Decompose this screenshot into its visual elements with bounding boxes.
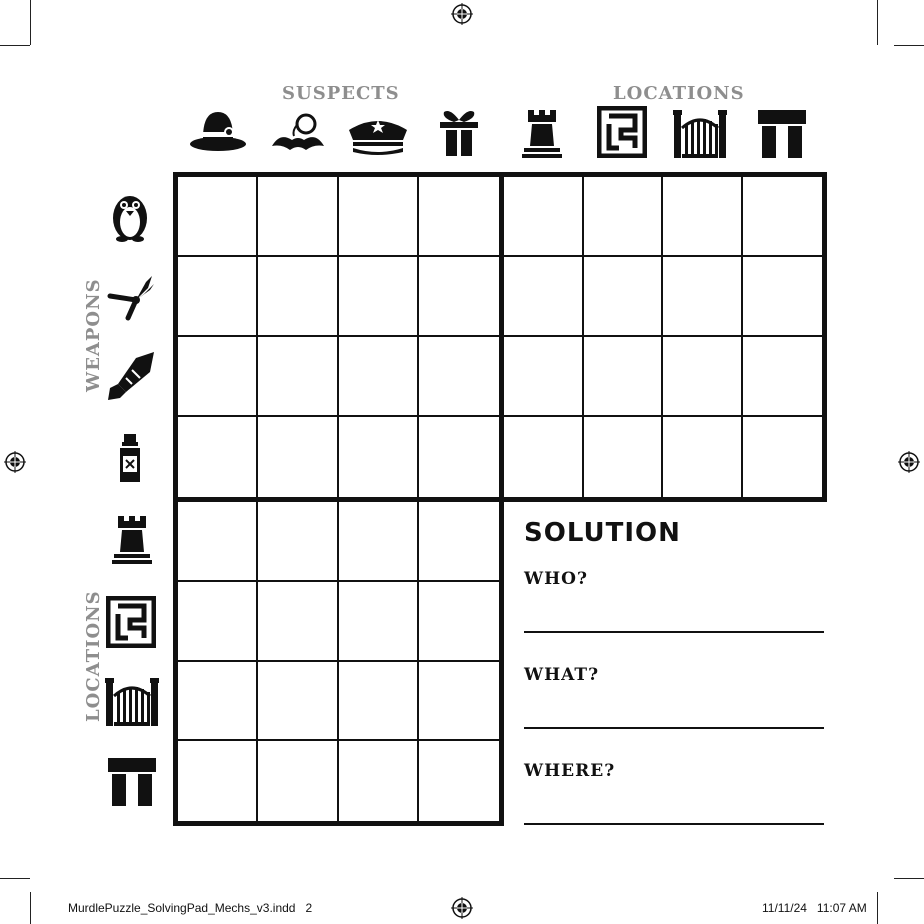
grid-cell[interactable] xyxy=(339,662,419,742)
crop-mark-left-bottom xyxy=(0,878,30,879)
monocle-mustache-icon xyxy=(270,110,326,158)
crop-mark-right-top xyxy=(894,45,924,46)
castle-tower-icon xyxy=(520,106,564,158)
top-hat-icon xyxy=(436,106,482,158)
grid-locations-suspects xyxy=(173,497,504,826)
grid-cell[interactable] xyxy=(339,502,419,582)
grid-cell[interactable] xyxy=(178,257,258,337)
stone-arch-icon xyxy=(108,756,156,806)
registration-mark-top-icon xyxy=(451,3,473,25)
footer-filename: MurdlePuzzle_SolvingPad_Mechs_v3.indd 2 xyxy=(68,901,313,915)
grid-cell[interactable] xyxy=(339,417,419,497)
grid-cell[interactable] xyxy=(743,337,823,417)
stone-arch-icon xyxy=(758,108,806,158)
castle-tower-icon xyxy=(110,512,154,564)
grid-cell[interactable] xyxy=(419,502,499,582)
pliers-icon xyxy=(106,272,156,322)
penguin-icon xyxy=(108,190,152,242)
weapons-side-header: WEAPONS xyxy=(83,278,104,392)
grid-cell[interactable] xyxy=(663,417,743,497)
grid-cell[interactable] xyxy=(419,741,499,821)
grid-cell[interactable] xyxy=(663,177,743,257)
grid-cell[interactable] xyxy=(419,662,499,742)
grid-cell[interactable] xyxy=(258,502,338,582)
grid-cell[interactable] xyxy=(584,337,664,417)
who-answer-line[interactable] xyxy=(524,631,824,633)
grid-cell[interactable] xyxy=(178,337,258,417)
grid-cell[interactable] xyxy=(419,417,499,497)
grid-cell[interactable] xyxy=(584,177,664,257)
grid-cell[interactable] xyxy=(178,662,258,742)
grid-cell[interactable] xyxy=(663,257,743,337)
grid-cell[interactable] xyxy=(419,257,499,337)
poison-bottle-icon xyxy=(116,432,144,484)
grid-cell[interactable] xyxy=(663,337,743,417)
grid-cell[interactable] xyxy=(178,582,258,662)
grid-cell[interactable] xyxy=(419,337,499,417)
grid-cell[interactable] xyxy=(178,502,258,582)
crop-mark-left-top xyxy=(0,45,30,46)
gate-icon xyxy=(104,674,160,726)
grid-cell[interactable] xyxy=(258,741,338,821)
grid-cell[interactable] xyxy=(504,177,584,257)
grid-cell[interactable] xyxy=(339,741,419,821)
solution-title: SOLUTION xyxy=(524,518,681,548)
who-label: WHO? xyxy=(524,569,588,589)
locations-header: LOCATIONS xyxy=(613,83,745,104)
crop-mark-bottom-right xyxy=(877,892,878,924)
grid-cell[interactable] xyxy=(258,257,338,337)
maze-icon xyxy=(106,596,156,648)
grid-cell[interactable] xyxy=(743,417,823,497)
crop-mark-top-left xyxy=(30,0,31,45)
bowler-hat-icon xyxy=(189,108,247,158)
grid-cell[interactable] xyxy=(504,257,584,337)
crop-mark-top-right xyxy=(877,0,878,45)
grid-cell[interactable] xyxy=(504,337,584,417)
grid-cell[interactable] xyxy=(258,582,338,662)
grid-cell[interactable] xyxy=(339,177,419,257)
grid-cell[interactable] xyxy=(419,177,499,257)
grid-cell[interactable] xyxy=(258,662,338,742)
police-cap-icon xyxy=(345,110,411,156)
grid-cell[interactable] xyxy=(258,177,338,257)
grid-cell[interactable] xyxy=(178,741,258,821)
grid-weapons-suspects xyxy=(173,172,504,502)
grid-cell[interactable] xyxy=(584,417,664,497)
rocket-icon xyxy=(106,350,156,402)
grid-cell[interactable] xyxy=(743,257,823,337)
grid-cell[interactable] xyxy=(339,582,419,662)
grid-cell[interactable] xyxy=(178,177,258,257)
grid-cell[interactable] xyxy=(339,337,419,417)
what-label: WHAT? xyxy=(524,665,600,685)
suspects-header: SUSPECTS xyxy=(282,83,400,104)
grid-cell[interactable] xyxy=(339,257,419,337)
crop-mark-right-bottom xyxy=(894,878,924,879)
where-answer-line[interactable] xyxy=(524,823,824,825)
crop-mark-bottom-left xyxy=(30,892,31,924)
grid-cell[interactable] xyxy=(258,337,338,417)
where-label: WHERE? xyxy=(524,761,616,781)
gate-icon xyxy=(672,106,728,158)
grid-weapons-locations xyxy=(499,172,827,502)
footer-datetime: 11/11/24 11:07 AM xyxy=(762,901,867,915)
maze-icon xyxy=(597,106,647,158)
what-answer-line[interactable] xyxy=(524,727,824,729)
grid-cell[interactable] xyxy=(584,257,664,337)
registration-mark-right-icon xyxy=(898,451,920,473)
grid-cell[interactable] xyxy=(743,177,823,257)
grid-cell[interactable] xyxy=(419,582,499,662)
grid-cell[interactable] xyxy=(258,417,338,497)
locations-side-header: LOCATIONS xyxy=(83,590,104,722)
grid-cell[interactable] xyxy=(178,417,258,497)
registration-mark-left-icon xyxy=(4,451,26,473)
registration-mark-bottom-icon xyxy=(451,897,473,919)
grid-cell[interactable] xyxy=(504,417,584,497)
